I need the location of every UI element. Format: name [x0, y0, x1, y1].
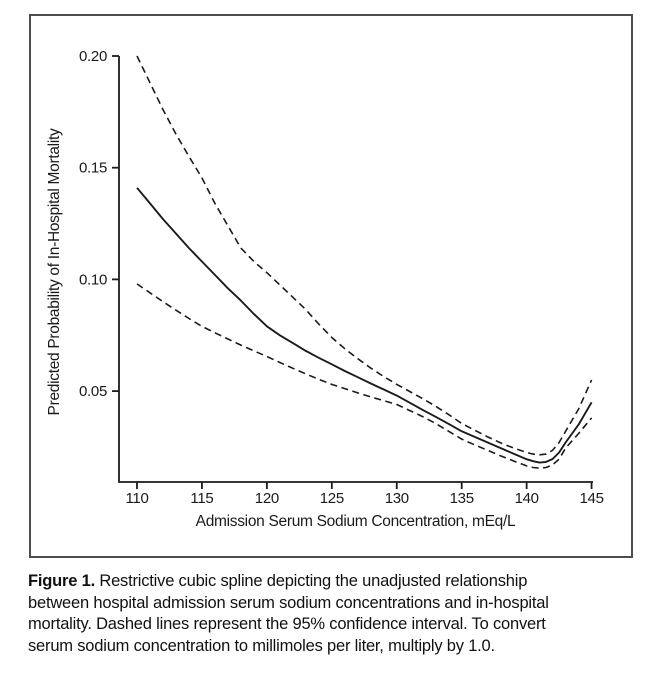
x-tick-label: 110 [125, 490, 149, 507]
y-tick-label: 0.05 [79, 383, 107, 401]
caption-line-2: between hospital admission serum sodium concentrations and in-hospital [28, 593, 549, 612]
caption-line-3: mortality. Dashed lines represent the 95% confidence interval. To convert [28, 615, 546, 634]
figure-caption [28, 571, 653, 657]
x-tick-label: 130 [384, 490, 409, 507]
x-tick-label: 145 [579, 490, 604, 507]
x-axis-title: Admission Serum Sodium Concentration, mEq/L [195, 513, 516, 530]
x-tick-label: 115 [190, 490, 214, 507]
x-tick-label: 120 [254, 490, 279, 507]
x-tick-label: 125 [319, 490, 344, 507]
y-tick-label: 0.15 [79, 159, 107, 177]
y-tick-label: 0.20 [79, 48, 107, 65]
chart-frame [29, 14, 633, 558]
caption-line-1: Restrictive cubic spline depicting the unadjusted relationship [99, 572, 528, 590]
caption-line-4: serum sodium concentration to millimoles per liter, multiply by 1.0. [28, 636, 495, 655]
figure-caption-label: Figure 1. [28, 572, 95, 590]
series-point-estimate [137, 188, 592, 463]
x-tick-label: 140 [514, 490, 539, 507]
y-tick-label: 0.10 [79, 271, 107, 289]
series-lower-95-ci [137, 284, 592, 468]
axis-lines [119, 56, 593, 482]
spline-plot [31, 16, 631, 556]
y-axis-title: Predicted Probability of In-Hospital Mortality [46, 128, 63, 416]
x-tick-label: 135 [449, 490, 474, 507]
